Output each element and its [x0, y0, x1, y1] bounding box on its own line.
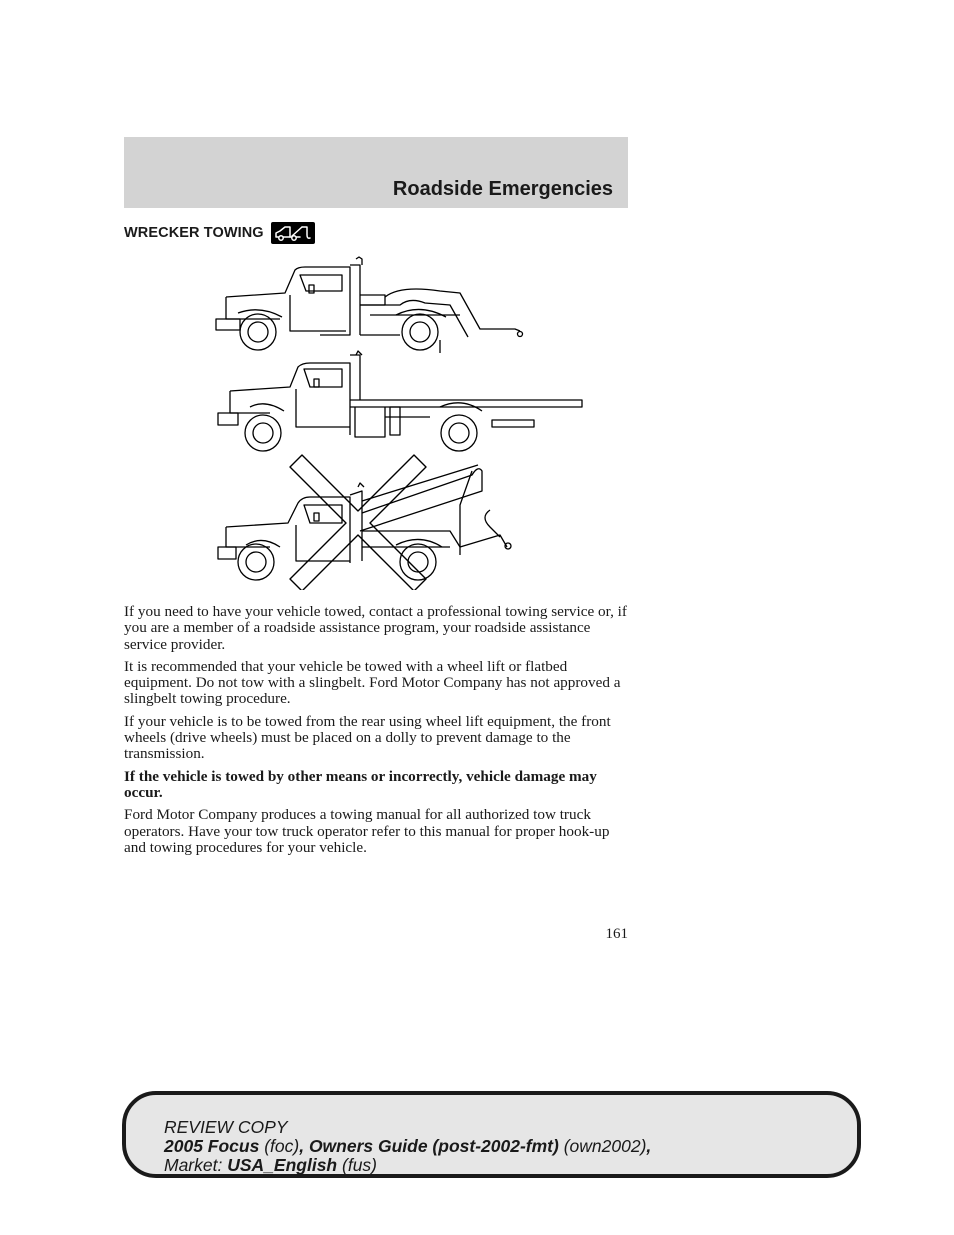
separator: , [646, 1136, 652, 1156]
paragraph: Ford Motor Company produces a towing manual for all authorized tow truck operators. Have your tow truck operator refer to this manual for proper hook-up and towing procedures for your vehicle. [124, 806, 610, 856]
body-text [124, 604, 630, 862]
review-copy-label: REVIEW COPY [164, 1117, 288, 1137]
section-heading-text: WRECKER TOWING [124, 225, 264, 241]
tow-truck-icon [271, 222, 315, 244]
market-code: (fus) [342, 1155, 377, 1175]
guide-code: (own2002) [563, 1136, 647, 1156]
model-name: 2005 Focus [164, 1136, 260, 1156]
model-code: (foc) [264, 1136, 300, 1156]
market-label: Market: [164, 1155, 223, 1175]
towing-methods-illustration [210, 255, 600, 590]
header-band [124, 137, 628, 208]
paragraph: If you need to have your vehicle towed, contact a professional towing service or, if you are a member of a roadside assistance program, your roadside assistance service provider. [124, 603, 627, 653]
guide-name: Owners Guide (post-2002-fmt) [308, 1136, 559, 1156]
warning-paragraph: If the vehicle is towed by other means or incorrectly, vehicle damage may occur. [124, 767, 597, 801]
paragraph: If your vehicle is to be towed from the rear using wheel lift equipment, the front wheels (drive wheels) must be placed on a dolly to prevent damage to the transmission. [124, 712, 611, 763]
page-number: 161 [605, 926, 628, 942]
flatbed-truck-drawing [218, 351, 582, 451]
review-copy-text [164, 1118, 651, 1175]
section-heading [124, 222, 315, 244]
paragraph: It is recommended that your vehicle be towed with a wheel lift or flatbed equipment. Do not tow with a slingbelt. Ford Motor Company has not approved a slingbelt towing procedure. [124, 657, 621, 708]
review-copy-box [122, 1091, 861, 1178]
slingbelt-truck-drawing [218, 465, 511, 580]
market-value: USA_English [227, 1155, 338, 1175]
separator: , [299, 1136, 309, 1156]
page-title: Roadside Emergencies [392, 178, 613, 200]
wheel-lift-truck-drawing [216, 257, 523, 353]
